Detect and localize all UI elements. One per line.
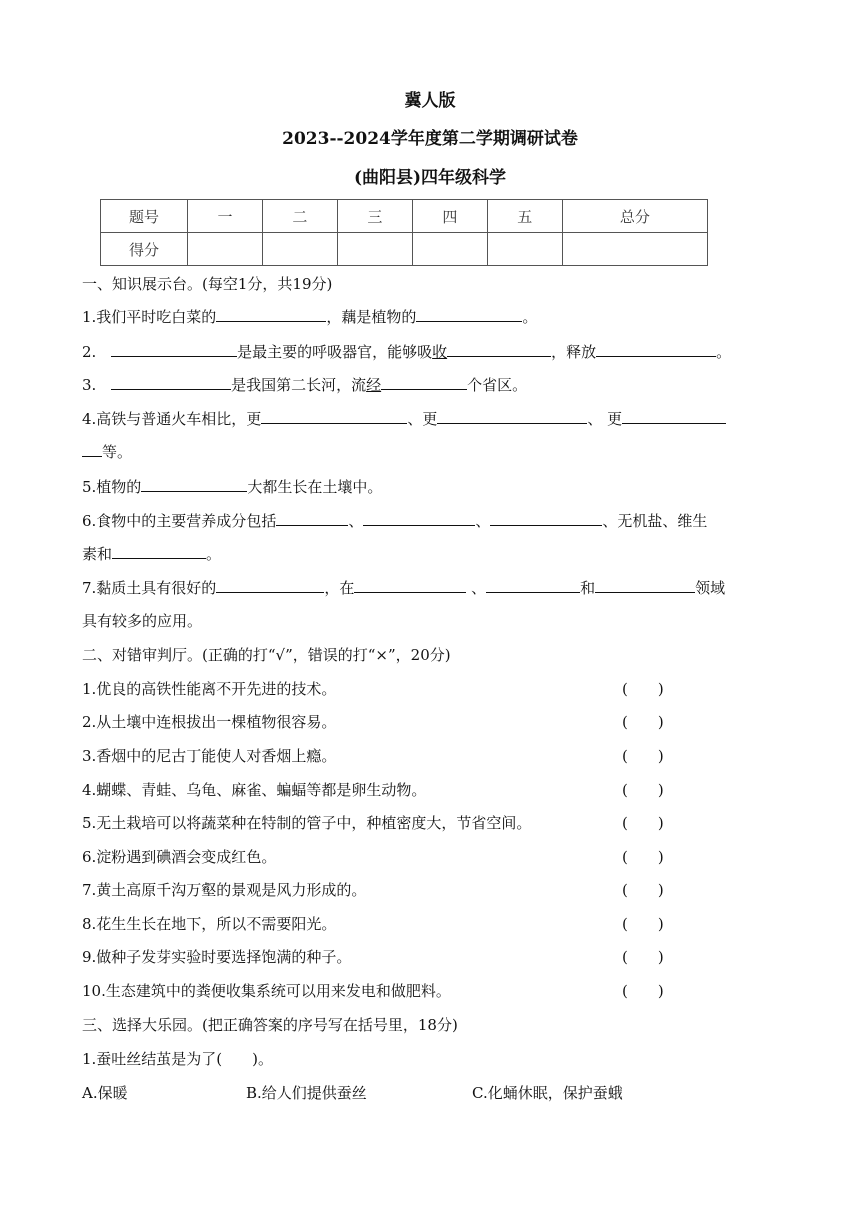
answer-paren[interactable]: ( ): [622, 781, 664, 799]
question-1-6: 6.食物中的主要营养成分包括 、 、 、无机盐、维生: [82, 512, 708, 530]
question-1-4: 4.高铁与普通火车相比，更 、更 、 更: [82, 408, 782, 429]
question-1-5: 5.植物的 大都生长在土壤中。: [82, 478, 383, 496]
score-input-cell[interactable]: [262, 233, 337, 266]
choice-option-b[interactable]: B.给人们提供蚕丝: [246, 1084, 367, 1102]
answer-blank[interactable]: [595, 577, 695, 593]
tf-item: 10.生态建筑中的粪便收集系统可以用来发电和做肥料。: [82, 982, 451, 1000]
answer-blank[interactable]: [112, 543, 206, 559]
score-cell: 题号: [101, 200, 188, 233]
tf-item: 5.无土栽培可以将蔬菜种在特制的管子中，种植密度大，节省空间。: [82, 814, 532, 832]
answer-blank[interactable]: [416, 306, 522, 322]
score-table-header-row: [101, 200, 708, 233]
choice-option-a[interactable]: A.保暖: [82, 1084, 128, 1102]
answer-blank[interactable]: [141, 476, 247, 492]
tf-item: 4.蝴蝶、青蛙、乌龟、麻雀、蝙蝠等都是卵生动物。: [82, 781, 427, 799]
answer-blank[interactable]: [216, 306, 326, 322]
answer-paren[interactable]: ( ): [622, 948, 664, 966]
question-1-2: 2. 是最主要的呼吸器官，能够吸收 ，释放 。: [82, 343, 732, 361]
score-cell: 得分: [101, 233, 188, 266]
answer-blank[interactable]: [261, 408, 407, 424]
tf-item: 8.花生生长在地下，所以不需要阳光。: [82, 915, 337, 933]
answer-blank[interactable]: [437, 408, 587, 424]
tf-item: 9.做种子发芽实验时要选择饱满的种子。: [82, 948, 352, 966]
answer-blank[interactable]: [82, 441, 102, 457]
tf-item: 7.黄土高原千沟万壑的景观是风力形成的。: [82, 881, 367, 899]
answer-blank[interactable]: [111, 374, 231, 390]
question-1-7: 7.黏质土具有很好的 ，在 、 和 领域: [82, 579, 726, 597]
answer-paren[interactable]: ( ): [622, 680, 664, 698]
question-1-6-cont: 素和 。: [82, 545, 222, 563]
answer-blank[interactable]: [354, 577, 466, 593]
answer-blank[interactable]: [216, 577, 324, 593]
section2-heading: 二、对错审判厅。(正确的打“√”，错误的打“×”，20分): [82, 646, 451, 664]
choice-question-1: 1.蚕吐丝结茧是为了( )。: [82, 1050, 274, 1068]
tf-item: 1.优良的高铁性能离不开先进的技术。: [82, 680, 337, 698]
answer-blank[interactable]: [447, 341, 551, 357]
answer-blank[interactable]: [622, 408, 726, 424]
question-1-1: 1.我们平时吃白菜的 ，藕是植物的 。: [82, 308, 538, 326]
score-input-cell[interactable]: [412, 233, 487, 266]
answer-paren[interactable]: ( ): [622, 881, 664, 899]
score-table: [100, 199, 708, 266]
question-1-3: 3. 是我国第二长河，流经 个省区。: [82, 376, 528, 394]
tf-item: 6.淀粉遇到碘酒会变成红色。: [82, 848, 277, 866]
answer-paren[interactable]: ( ): [622, 982, 664, 1000]
score-cell: 四: [412, 200, 487, 233]
question-1-7-cont: 具有较多的应用。: [82, 612, 203, 630]
tf-item: 3.香烟中的尼古丁能使人对香烟上瘾。: [82, 747, 337, 765]
answer-blank[interactable]: [276, 510, 348, 526]
score-table-score-row: [101, 233, 708, 266]
section1-heading: 一、知识展示台。(每空1分，共19分): [82, 275, 333, 293]
answer-blank[interactable]: [486, 577, 580, 593]
question-1-4-cont: 等。: [82, 441, 782, 462]
score-input-cell[interactable]: [562, 233, 707, 266]
exam-title: 2023--2024学年度第二学期调研试卷: [282, 129, 578, 149]
answer-paren[interactable]: ( ): [622, 848, 664, 866]
score-cell: 二: [262, 200, 337, 233]
score-input-cell[interactable]: [188, 233, 263, 266]
choice-option-c[interactable]: C.化蛹休眠，保护蚕蛾: [472, 1084, 623, 1102]
score-cell: 五: [487, 200, 562, 233]
answer-paren[interactable]: ( ): [622, 814, 664, 832]
answer-blank[interactable]: [490, 510, 602, 526]
publisher-title: 冀人版: [404, 91, 456, 111]
answer-blank[interactable]: [596, 341, 716, 357]
answer-blank[interactable]: [363, 510, 475, 526]
answer-blank[interactable]: [381, 374, 467, 390]
answer-paren[interactable]: ( ): [622, 915, 664, 933]
answer-paren[interactable]: ( ): [622, 747, 664, 765]
tf-item: 2.从土壤中连根拔出一棵植物很容易。: [82, 713, 337, 731]
score-cell: 一: [188, 200, 263, 233]
answer-blank[interactable]: [111, 341, 237, 357]
score-cell: 三: [337, 200, 412, 233]
score-input-cell[interactable]: [487, 233, 562, 266]
answer-paren[interactable]: ( ): [622, 713, 664, 731]
score-cell: 总分: [562, 200, 707, 233]
exam-subtitle: (曲阳县)四年级科学: [353, 168, 507, 188]
section3-heading: 三、选择大乐园。(把正确答案的序号写在括号里，18分): [82, 1016, 458, 1034]
score-input-cell[interactable]: [337, 233, 412, 266]
